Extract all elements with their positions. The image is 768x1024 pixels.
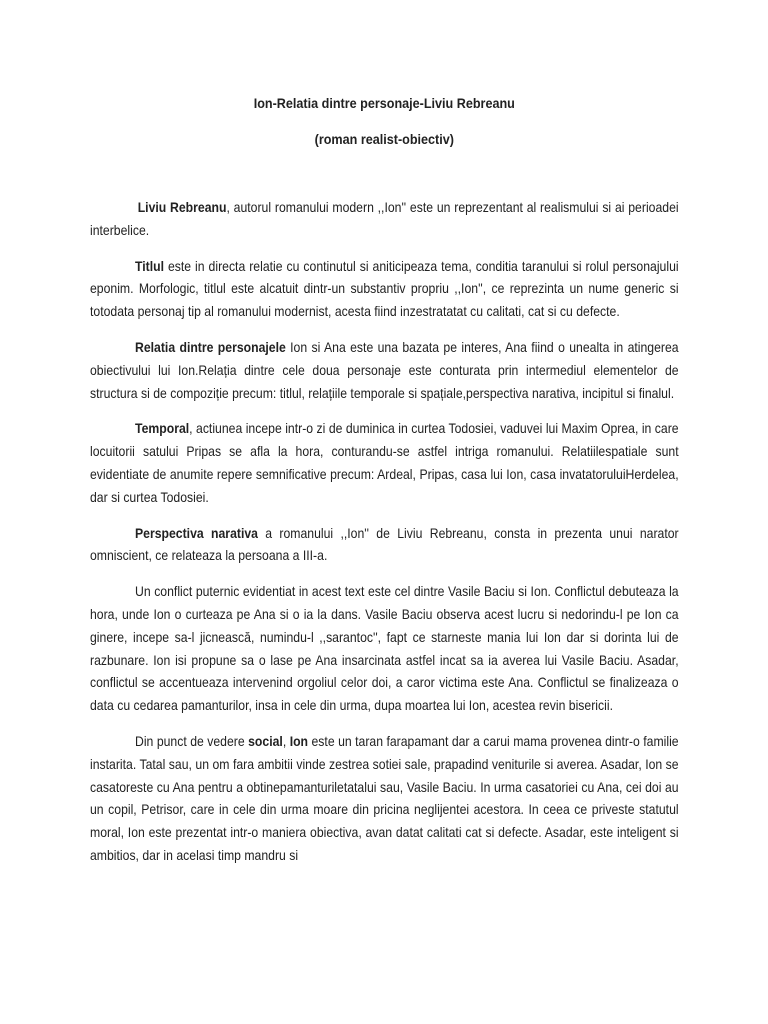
paragraph-text: este un taran farapamant dar a carui mama provenea dintr-o familie instarita. Tatal sau, un om fara ambitii vinde zestrea sotiei sale, prapadind veniturile si averea. Asadar, Ion se casatoreste cu Ana pentru a obtinepamanturiletatalui sau, Vasile Baciu. In urma casatoriei cu Ana, cei doi au un copil, Petrisor, care in cele din urma moare din pricina neglijentei acestora. In ceea ce priveste statutul moral, Ion este prezentat intr-o maniera obiectiva, avan datat calitati cat si defecte. Asadar, este inteligent si ambitios, dar in acelasi timp mandru si xyxy=(90,733,679,863)
paragraph-text: Ion si Ana este una bazata pe interes, Ana fiind o unealta in atingerea obiectivului lui Ion.Relația dintre cele doua personaje este conturata prin intermediul elementelor de structura si de compoziție precum: titlul, relațiile temporale si spațiale,perspectiva narativa, incipitul si finalul. xyxy=(90,339,679,401)
paragraph-lead: Temporal xyxy=(135,421,190,437)
paragraph-social xyxy=(90,731,679,868)
paragraph-author xyxy=(90,197,679,243)
paragraph-pre: Din punct de vedere xyxy=(135,733,249,749)
paragraph-bold-social: social xyxy=(248,733,283,749)
document-title: Ion-Relatia dintre personaje-Liviu Rebreanu xyxy=(253,95,515,111)
paragraph-lead: Liviu Rebreanu xyxy=(137,200,227,215)
paragraph-lead: Titlul xyxy=(135,258,164,274)
paragraph-title xyxy=(90,256,679,324)
paragraph-text: este in directa relatie cu continutul si aniticipeaza tema, conditia taranului si rolul personajului eponim. Morfologic, titlul este alcatuit dintr-un substantiv propriu ,,Ion'', ce reprezinta un nume generic si totodata personaj tip al romanului modernist, acesta fiind inzestratatat cu calitati, cat si cu defecte. xyxy=(90,258,679,320)
document-page xyxy=(90,0,679,1024)
paragraph-bold-ion: Ion xyxy=(289,733,309,749)
paragraph-text: Un conflict puternic evidentiat in acest text este cel dintre Vasile Baciu si Ion. Conflictul debuteaza la hora, unde Ion o curteaza pe Ana si o ia la dans. Vasile Baciu observa acest lucru si nedorindu-l pe Ion ca ginere, incepe sa-l jicnească, numindu-l ,,sarantoc'', fapt ce starneste mania lui Ion dar si dorinta lui de razbunare. Ion isi propune sa o lase pe Ana insarcinata astfel incat sa ia averea lui Vasile Baciu. Asadar, conflictul se accentueaza intervenind orgoliul celor doi, a caror victima este Ana. Conflictul se finalizeaza o data cu cedarea pamanturilor, insa in cele din urma, dupa moartea lui Ion, acestea revin bisericii. xyxy=(90,584,679,714)
paragraph-mid: , xyxy=(282,733,290,749)
paragraph-text: , actiunea incepe intr-o zi de duminica in curtea Todosiei, vaduvei lui Maxim Oprea, in care locuitorii satului Pripas se afla la hora, conturandu-se astfel intriga romanului. Relatiilespatiale sunt evidentiate de anumite repere semnificative precum: Ardeal, Pripas, casa lui Ion, casa invatatoruluiHerdelea, dar si curtea Todosiei. xyxy=(90,421,679,505)
paragraph-lead: Perspectiva narativa xyxy=(135,525,258,541)
paragraph-relations xyxy=(90,337,679,405)
document-body xyxy=(90,197,679,881)
document-subtitle: (roman realist-obiectiv) xyxy=(314,131,454,147)
paragraph-perspective xyxy=(90,523,679,569)
paragraph-temporal xyxy=(90,418,679,509)
paragraph-conflict xyxy=(90,581,679,718)
paragraph-text: a romanului ,,Ion'' de Liviu Rebreanu, consta in prezenta unui narator omniscient, ce relateaza la persoana a III-a. xyxy=(90,525,679,564)
paragraph-lead: Relatia dintre personajele xyxy=(135,339,286,355)
paragraph-text: , autorul romanului modern ,,Ion'' este un reprezentant al realismului si ai perioadei interbelice. xyxy=(90,200,679,238)
